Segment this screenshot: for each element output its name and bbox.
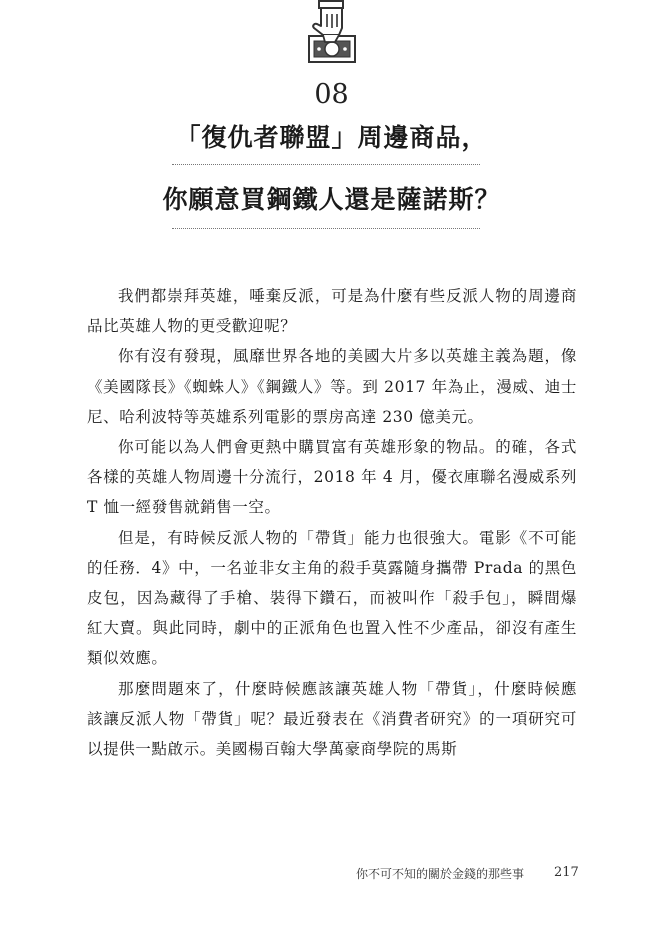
title-divider-2 <box>172 228 480 229</box>
paragraph: 我們都崇拜英雄，唾棄反派，可是為什麼有些反派人物的周邊商品比英雄人物的更受歡迎呢？ <box>87 287 577 336</box>
chapter-number: 08 <box>314 79 349 110</box>
title-divider-1 <box>172 164 480 165</box>
paragraph: 那麼問題來了，什麼時候應該讓英雄人物「帶貨」，什麼時候應該讓反派人物「帶貨」呢？最近發表在《消費者研究》的一項研究可以提供一點啟示。美國楊百翰大學萬豪商學院的馬斯 <box>87 679 577 759</box>
chapter-title-line-1: 「復仇者聯盟」周邊商品， <box>175 123 488 152</box>
running-footer-title: 你不可不知的關於金錢的那些事 <box>356 867 525 881</box>
chapter-title-line-2: 你願意買鋼鐵人還是薩諾斯？ <box>162 185 501 214</box>
page-number: 217 <box>554 865 579 880</box>
paragraph: 但是，有時候反派人物的「帶貨」能力也很強大。電影《不可能的任務．4》中，一名並非女主角的殺手莫露隨身攜帶 Prada 的黑色皮包，因為藏得了手槍、裝得下鑽石，而被叫作「殺手包」，瞬間爆紅大賣。與此同時，劇中的正派角色也置入性不少產品，卻沒有產生類似效應。 <box>87 528 577 668</box>
paragraph: 你有沒有發現，風靡世界各地的美國大片多以英雄主義為題，像《美國隊長》《蜘蛛人》《鋼鐵人》等。到 2017 年為止，漫威、迪士尼、哈利波特等英雄系列電影的票房高達 230 億美元。 <box>87 347 577 426</box>
body-text <box>87 281 577 764</box>
paragraph: 你可能以為人們會更熱中購買富有英雄形象的物品。的確，各式各樣的英雄人物周邊十分流行，2018 年 4 月，優衣庫聯名漫威系列 T 恤一經發售就銷售一空。 <box>87 438 577 517</box>
hand-holding-money-icon <box>303 0 361 66</box>
